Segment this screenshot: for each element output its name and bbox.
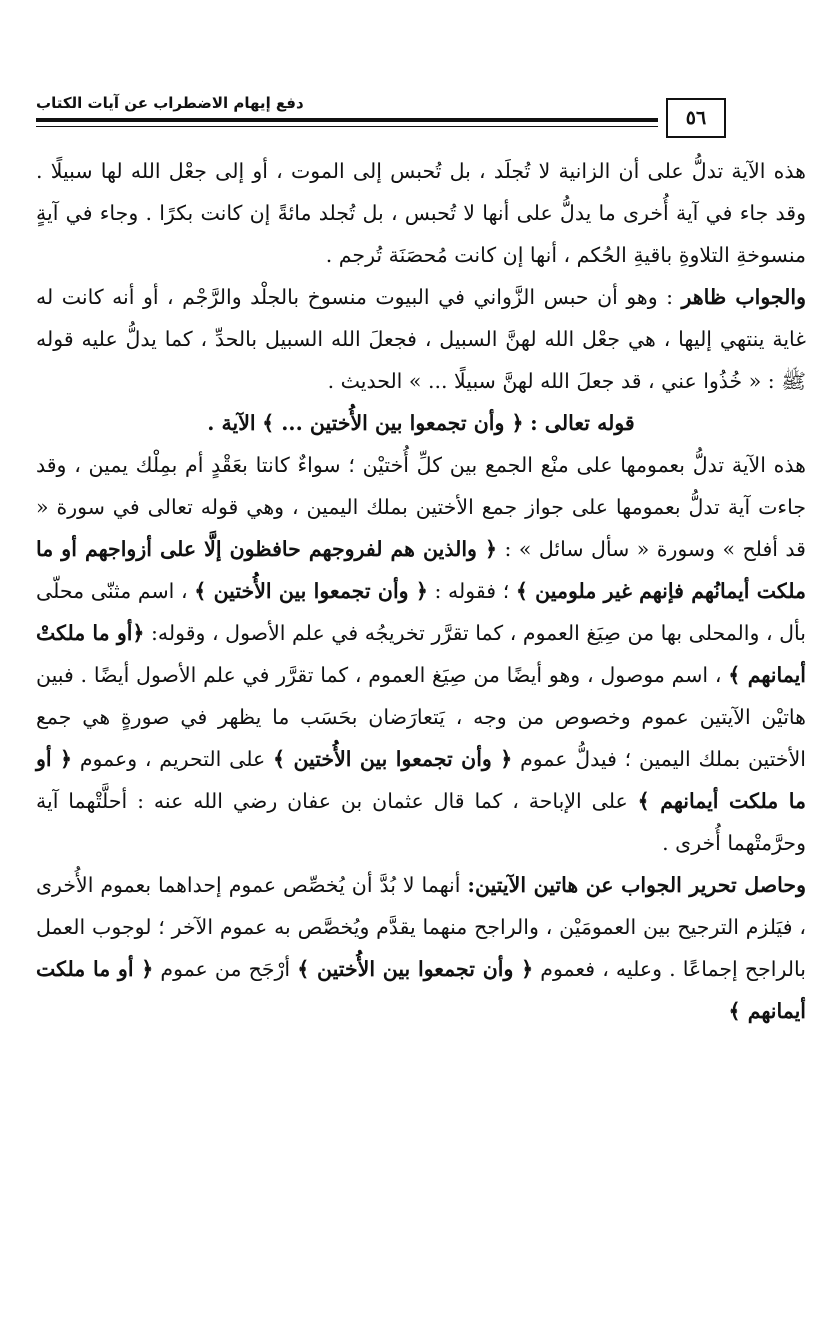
- p5-text-2: أرْجَح من عموم: [160, 957, 298, 981]
- p4-text-3: ، اسم مثنّى محلّى بأل ، والمحلى بها من صِيَغ العموم ، كما تقرَّر تخريجُه في علم الأصول ، وقوله:: [36, 579, 806, 645]
- p4-verse-3: ﴿أو ما ملكتْ أيمانهم ﴾: [36, 621, 807, 687]
- p5-verse-1: ﴿ وأن تجمعوا بين الأُختين ﴾: [297, 957, 534, 981]
- header-rule-thin: [36, 126, 658, 127]
- answer-lead: والجواب ظاهر: [681, 285, 806, 309]
- p4-text-6: على الإباحة ، كما قال عثمان بن عفان رضي الله عنه : أحلَّتْهما آية وحرَّمتْهما أُخرى .: [36, 789, 806, 855]
- p4-verse-1: ﴿ والذين هم لفروجهم حافظون إلَّا على أزواجهم أو ما ملكت أيمانُهم فإنهم غير ملومين ﴾: [36, 537, 806, 603]
- paragraph-2-text: : وهو أن حبس الزَّواني في البيوت منسوخ بالجلْد والرَّجْم ، أو أنه كانت له غاية ينتهي إليها ، هي جعْل الله لهنَّ السبيل ، فجعلَ الله السبيل بالحدِّ ، كما يدلُّ عليه قوله ﷺ : « خُذُوا عني ، قد جعلَ الله لهنَّ سبيلًا ... » الحديث .: [36, 285, 806, 393]
- page-number: ٥٦: [666, 98, 726, 138]
- paragraph-5: [36, 864, 806, 1032]
- body-text: [36, 150, 806, 1032]
- verse-heading-tail: الآية .: [207, 411, 256, 435]
- p4-verse-2: ﴿ وأن تجمعوا بين الأُختين ﴾: [194, 579, 428, 603]
- running-header-title: دفع إيهام الاضطراب عن آيات الكتاب: [36, 94, 304, 112]
- paragraph-1: هذه الآية تدلُّ على أن الزانية لا تُجلَد ، بل تُحبس إلى الموت ، أو إلى جعْل الله لها سبيلًا . وقد جاء في آية أُخرى ما يدلُّ على أنها لا تُحبس ، بل تُجلد مائةً إن كانت بكرًا . وجاء في آيةٍ منسوخةِ التلاوةِ باقيةِ الحُكم ، أنها إن كانت مُحصَنَة تُرجم .: [36, 159, 806, 267]
- p5-text-1: أنهما لا بُدَّ أن يُخصِّص عموم إحداهما بعموم الأُخرى ، فيَلزم الترجيح بين العمومَيْن ، والراجح منهما يقدَّم ويُخصَّص به عموم الآخر ؛ لوجوب العمل بالراجح إجماعًا . وعليه ، فعموم: [36, 873, 806, 981]
- paragraph-2: [36, 276, 806, 402]
- paragraph-4: [36, 444, 806, 864]
- p4-text-5: على التحريم ، وعموم: [79, 747, 274, 771]
- header-rule-thick: [36, 118, 658, 122]
- p5-lead: وحاصل تحرير الجواب عن هاتين الآيتين:: [467, 873, 806, 897]
- p4-verse-4: ﴿ وأن تجمعوا بين الأُختين ﴾: [273, 747, 513, 771]
- p5-verse-2: ﴿ أو ما ملكت أيمانهم ﴾: [36, 957, 806, 1023]
- p4-verse-5: ﴿ أو ما ملكت أيمانهم ﴾: [36, 747, 806, 813]
- verse-heading-verse: ﴿ وأن تجمعوا بين الأُختين ... ﴾: [262, 411, 524, 435]
- p4-text-1: هذه الآية تدلُّ بعمومها على منْع الجمع بين كلِّ أُختيْن ؛ سواءٌ كانتا بعَقْدٍ أم بمِلْك يمين ، وقد جاءت آية تدلُّ بعمومها على جواز جمع الأختين بملك اليمين ، وهي قوله تعالى في سورة « قد أفلح » وسورة « سأل سائل » :: [36, 453, 806, 561]
- verse-heading-lead: قوله تعالى :: [530, 411, 635, 435]
- p4-text-4: ، اسم موصول ، وهو أيضًا من صِيَغ العموم ، كما تقرَّر في علم الأصول أيضًا . فبين هاتيْن الآيتين عموم وخصوص من وجه ، يَتعارَضان بحَسَب ما يظهر في صورةٍ هي جمع الأختين بملك اليمين ؛ فيدلُّ عموم: [36, 663, 806, 771]
- p4-text-2: ؛ فقوله :: [434, 579, 516, 603]
- verse-heading: [36, 402, 806, 444]
